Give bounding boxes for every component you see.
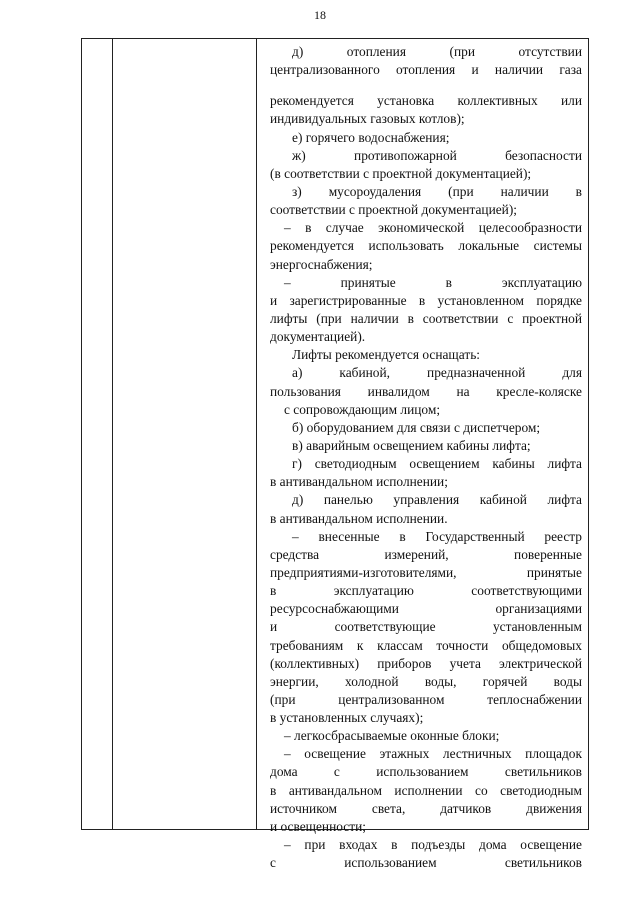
page-number: 18 bbox=[314, 8, 326, 22]
text-line: – принятые в эксплуатацию bbox=[284, 274, 582, 290]
text-line: б) оборудованием для связи с диспетчером; bbox=[292, 419, 541, 435]
text-line: Лифты рекомендуется оснащать: bbox=[292, 347, 481, 363]
text-line: – легкосбрасываемые оконные блоки; bbox=[284, 728, 500, 744]
document-table bbox=[81, 38, 589, 871]
text-line: ж) противопожарной безопасности bbox=[292, 147, 582, 163]
text-line: – освещение этажных лестничных площадок bbox=[284, 746, 582, 762]
text-line: в антивандальном исполнении со светодиодным bbox=[270, 782, 582, 798]
text-line: – внесенные в Государственный реестр bbox=[292, 528, 582, 544]
text-line: централизованного отопления и наличии газа bbox=[270, 62, 582, 78]
text-line: з) мусороудаления (при наличии в bbox=[292, 183, 582, 199]
text-line: соответствии с проектной документацией); bbox=[270, 202, 518, 218]
text-line: рекомендуется установка коллективных или bbox=[270, 93, 582, 109]
text-line: документацией). bbox=[270, 329, 366, 345]
text-line: в эксплуатацию соответствующими bbox=[270, 583, 582, 599]
text-line: энергии, холодной воды, горячей воды bbox=[270, 673, 582, 689]
text-line: а) кабиной, предназначенной для bbox=[292, 365, 582, 381]
text-line: в) аварийным освещением кабины лифта; bbox=[292, 437, 531, 453]
column-divider-1 bbox=[112, 39, 113, 829]
text-line: лифты (при наличии в соответствии с проектной bbox=[270, 310, 582, 326]
text-line: требованиям к классам точности общедомовых bbox=[270, 637, 582, 653]
text-line: и освещенности; bbox=[270, 818, 366, 834]
text-line: с сопровождающим лицом; bbox=[284, 401, 441, 417]
text-line: ресурсоснабжающими организациями bbox=[270, 601, 582, 617]
text-line: (при централизованном теплоснабжении bbox=[270, 691, 582, 707]
text-line: е) горячего водоснабжения; bbox=[292, 129, 450, 145]
text-line: с использованием светильников bbox=[270, 855, 582, 871]
text-line: рекомендуется использовать локальные системы bbox=[270, 238, 582, 254]
blank-line bbox=[270, 79, 582, 92]
text-line: индивидуальных газовых котлов); bbox=[270, 111, 465, 127]
table-text-cell bbox=[270, 43, 582, 871]
text-line: в установленных случаях); bbox=[270, 710, 424, 726]
text-line: дома с использованием светильников bbox=[270, 764, 582, 780]
text-line: – в случае экономической целесообразности bbox=[284, 220, 582, 236]
text-line: источником света, датчиков движения bbox=[270, 800, 582, 816]
text-line: г) светодиодным освещением кабины лифта bbox=[292, 456, 582, 472]
text-line: энергоснабжения; bbox=[270, 256, 373, 272]
text-line: д) отопления (при отсутствии bbox=[292, 44, 582, 59]
text-line: д) панелью управления кабиной лифта bbox=[292, 492, 582, 508]
column-divider-2 bbox=[256, 39, 257, 829]
text-line: в антивандальном исполнении; bbox=[270, 474, 448, 490]
text-line: в антивандальном исполнении. bbox=[270, 510, 448, 526]
text-line: предприятиями-изготовителями, принятые bbox=[270, 564, 582, 580]
text-line: и зарегистрированные в установленном порядке bbox=[270, 292, 582, 308]
text-line: – при входах в подъезды дома освещение bbox=[284, 837, 582, 853]
text-line: и соответствующие установленным bbox=[270, 619, 582, 635]
text-line: пользования инвалидом на кресле-коляске bbox=[270, 383, 582, 399]
text-line: (в соответствии с проектной документацией); bbox=[270, 165, 532, 181]
text-line: средства измерений, поверенные bbox=[270, 546, 582, 562]
text-line: (коллективных) приборов учета электрической bbox=[270, 655, 582, 671]
